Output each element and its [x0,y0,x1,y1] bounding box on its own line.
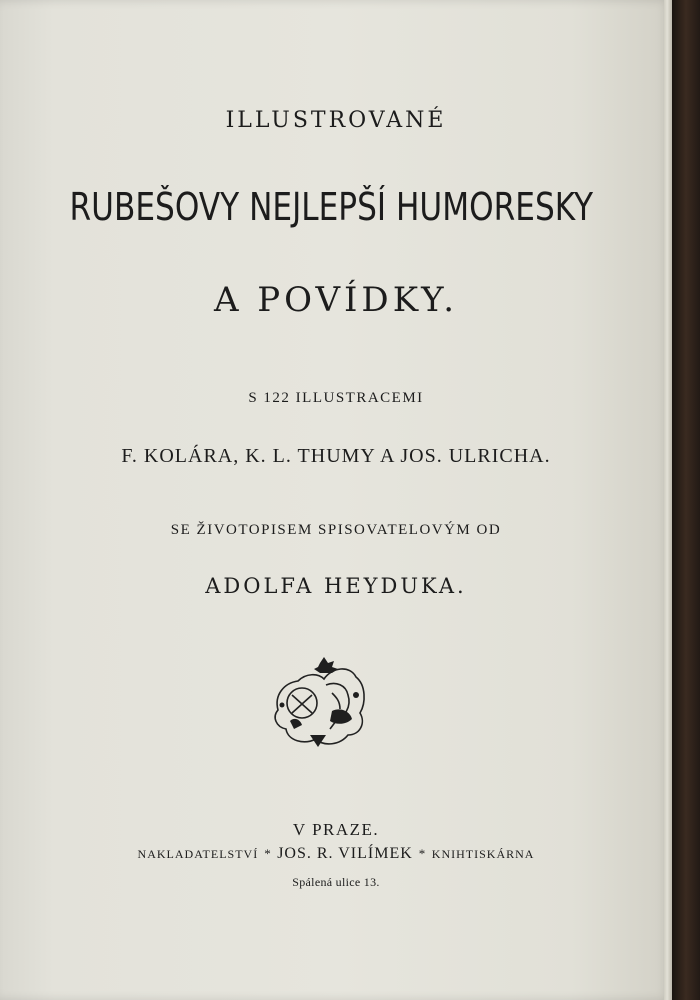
imprint-publisher [0,845,672,863]
subtitle-illustrated: ILLUSTROVANÉ [225,108,447,133]
separator-star: * [418,846,426,861]
main-title: RUBEŠOVY NEJLEPŠÍ HUMORESKY [69,185,594,229]
publisher-label: NAKLADATELSTVÍ [137,847,259,861]
printing-house-label: KNIHTISKÁRNA [431,847,535,861]
biography-note: SE ŽIVOTOPISEM SPISOVATELOVÝM OD [170,522,502,538]
imprint-address: Spálená ulice 13. [292,875,380,889]
book-cover-edge [672,0,700,1000]
subtitle-stories: A POVÍDKY. [213,280,459,320]
biographer-name: ADOLFA HEYDUKA. [205,574,467,598]
illustrators-line: F. KOLÁRA, K. L. THUMY A JOS. ULRICHA. [121,445,551,467]
publisher-emblem-icon [270,655,370,750]
publisher-name: JOS. R. VILÍMEK [277,845,413,862]
imprint-place: V PRAZE. [292,820,380,839]
illustrations-note: S 122 ILLUSTRACEMI [248,390,424,406]
page-edge [664,0,672,1000]
separator-star: * [264,846,272,861]
